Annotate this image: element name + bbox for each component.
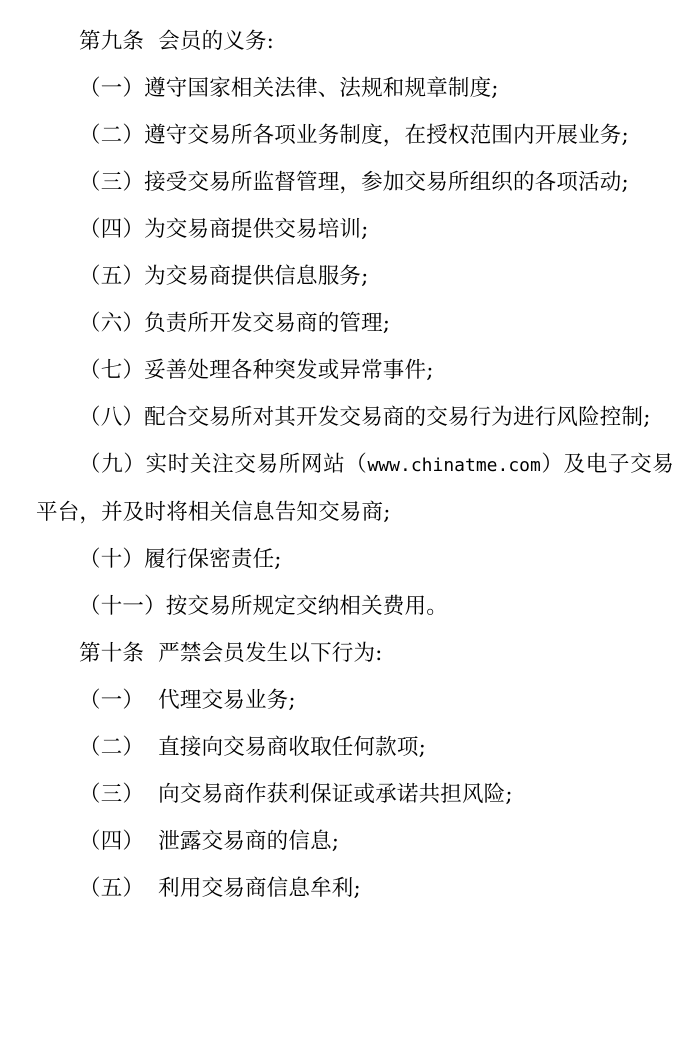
article-9-item-6: （六）负责所开发交易商的管理; <box>79 311 391 336</box>
article-9-heading: 第九条 会员的义务: <box>79 29 275 54</box>
article-9-item-10: （十）履行保密责任; <box>79 547 282 572</box>
article-9-item-11: （十一）按交易所规定交纳相关费用。 <box>79 594 448 619</box>
article-9-item-4: （四）为交易商提供交易培训; <box>79 217 369 242</box>
exchange-website-url: www.chinatme.com <box>367 455 541 476</box>
article-10-item-3: （三） 向交易商作获利保证或承诺共担风险; <box>79 782 513 807</box>
article-10-heading: 第十条 严禁会员发生以下行为: <box>79 641 383 666</box>
article-10-item-1: （一） 代理交易业务; <box>79 688 296 713</box>
article-10-item-2: （二） 直接向交易商收取任何款项; <box>79 735 427 760</box>
article-9-item-9-lead: （九）实时关注交易所网站（ <box>79 452 368 477</box>
article-10-item-5: （五） 利用交易商信息牟利; <box>79 876 361 901</box>
article-9-item-5: （五）为交易商提供信息服务; <box>79 264 369 289</box>
article-9-item-3: （三）接受交易所监督管理，参加交易所组织的各项活动; <box>79 170 629 195</box>
article-9-item-1: （一）遵守国家相关法律、法规和规章制度; <box>79 76 499 101</box>
article-9-item-9 <box>36 441 674 536</box>
article-10-item-4: （四） 泄露交易商的信息; <box>79 829 340 854</box>
article-9-item-2: （二）遵守交易所各项业务制度，在授权范围内开展业务; <box>79 123 629 148</box>
article-9-item-7: （七）妥善处理各种突发或异常事件; <box>79 358 434 383</box>
article-9-item-9-tail: ）及电子交易平台，并及时将相关信息告知交易商; <box>36 452 674 525</box>
article-9-item-8: （八）配合交易所对其开发交易商的交易行为进行风险控制; <box>79 405 651 430</box>
